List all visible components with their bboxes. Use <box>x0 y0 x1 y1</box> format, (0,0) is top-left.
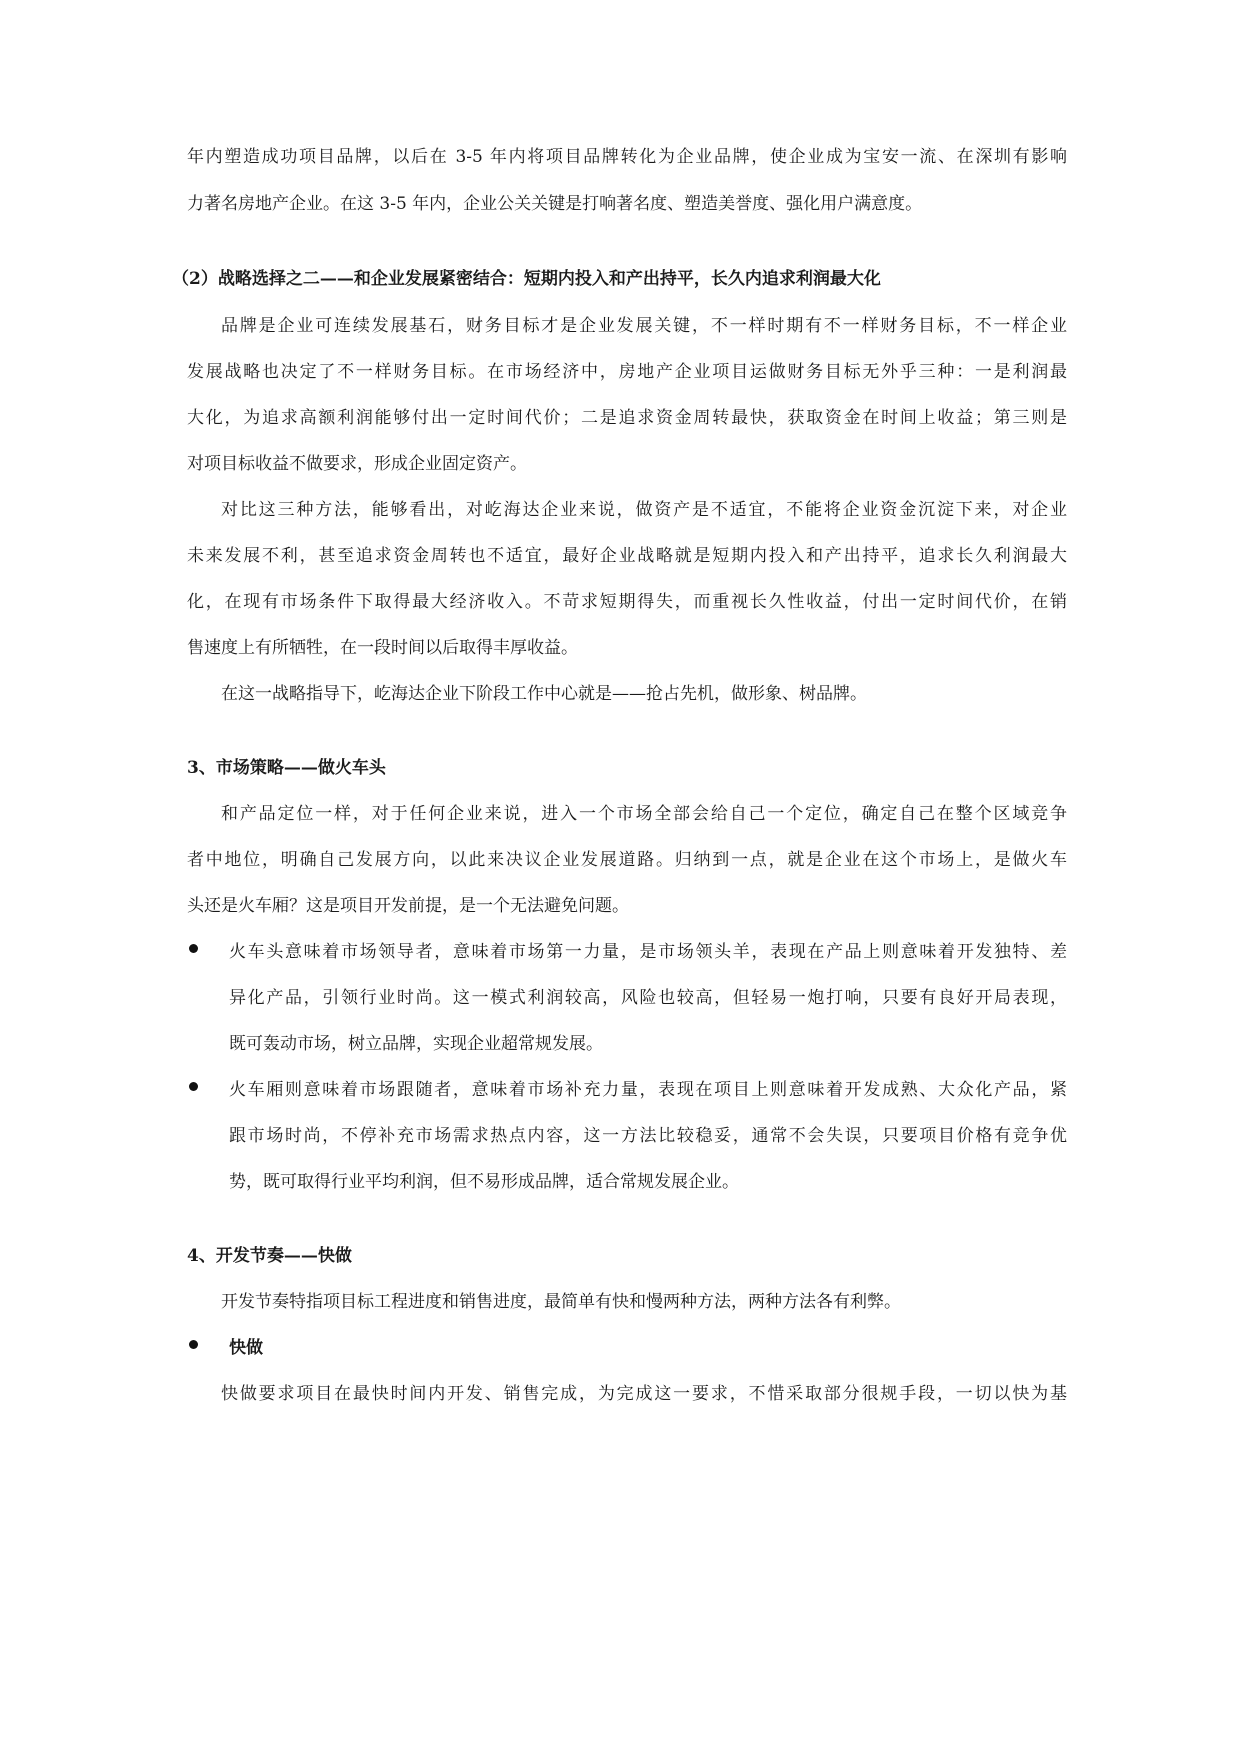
strategy2-p2-line-4: 售速度上有所牺牲，在一段时间以后取得丰厚收益。 <box>187 638 578 658</box>
section3-heading: 3、市场策略——做火车头 <box>187 758 386 778</box>
bullet-dot-2 <box>189 1082 198 1091</box>
bullet2-line-2: 跟市场时尚，不停补充市场需求热点内容，这一方法比较稳妥，通常不会失误，只要项目价格有竞争优 <box>229 1126 1067 1146</box>
section4-bullet-heading: 快做 <box>229 1338 263 1358</box>
section3-p1-line-1: 和产品定位一样，对于任何企业来说，进入一个市场全部会给自己一个定位，确定自己在整个区域竞争 <box>221 804 1067 824</box>
strategy2-p2-line-1: 对比这三种方法，能够看出，对屹海达企业来说，做资产是不适宜，不能将企业资金沉淀下来，对企业 <box>221 500 1067 520</box>
bullet-dot-1 <box>189 944 198 953</box>
intro-line-2: 力著名房地产企业。在这 3-5 年内，企业公关关键是打响著名度、塑造美誉度、强化用户满意度。 <box>187 194 923 214</box>
section3-p1-line-3: 头还是火车厢？这是项目开发前提，是一个无法避免问题。 <box>187 896 629 916</box>
bullet2-line-1: 火车厢则意味着市场跟随者，意味着市场补充力量，表现在项目上则意味着开发成熟、大众化产品，紧 <box>229 1080 1067 1100</box>
section3-p1-line-2: 者中地位，明确自己发展方向，以此来决议企业发展道路。归纳到一点，就是企业在这个市场上，是做火车 <box>187 850 1067 870</box>
section4-heading: 4、开发节奏——快做 <box>187 1246 352 1266</box>
strategy2-p2-line-2: 未来发展不利，甚至追求资金周转也不适宜，最好企业战略就是短期内投入和产出持平，追求长久利润最大 <box>187 546 1067 566</box>
strategy2-p1-line-1: 品牌是企业可连续发展基石，财务目标才是企业发展关键，不一样时期有不一样财务目标，不一样企业 <box>221 316 1067 336</box>
bullet1-line-3: 既可轰动市场，树立品牌，实现企业超常规发展。 <box>229 1034 603 1054</box>
strategy2-p3: 在这一战略指导下，屹海达企业下阶段工作中心就是——抢占先机，做形象、树品牌。 <box>221 684 867 704</box>
strategy2-p2-line-3: 化，在现有市场条件下取得最大经济收入。不苛求短期得失，而重视长久性收益，付出一定时间代价，在销 <box>187 592 1067 612</box>
strategy2-p1-line-4: 对项目标收益不做要求，形成企业固定资产。 <box>187 454 527 474</box>
section4-p1: 开发节奏特指项目标工程进度和销售进度，最简单有快和慢两种方法，两种方法各有利弊。 <box>221 1292 901 1312</box>
bullet1-line-2: 异化产品，引领行业时尚。这一模式利润较高，风险也较高，但轻易一炮打响，只要有良好开局表现， <box>229 988 1067 1008</box>
bullet1-line-1: 火车头意味着市场领导者，意味着市场第一力量，是市场领头羊，表现在产品上则意味着开发独特、差 <box>229 942 1067 962</box>
bullet2-line-3: 势，既可取得行业平均利润，但不易形成品牌，适合常规发展企业。 <box>229 1172 739 1192</box>
bullet-dot-3 <box>189 1340 198 1349</box>
intro-line-1: 年内塑造成功项目品牌，以后在 3-5 年内将项目品牌转化为企业品牌，使企业成为宝安一流、在深圳有影响 <box>187 147 1067 167</box>
strategy2-p1-line-3: 大化，为追求高额利润能够付出一定时间代价；二是追求资金周转最快，获取资金在时间上收益；第三则是 <box>187 408 1067 428</box>
strategy2-heading: （2）战略选择之二——和企业发展紧密结合：短期内投入和产出持平，长久内追求利润最大化 <box>172 269 881 289</box>
strategy2-p1-line-2: 发展战略也决定了不一样财务目标。在市场经济中，房地产企业项目运做财务目标无外乎三种：一是利润最 <box>187 362 1067 382</box>
section4-p2: 快做要求项目在最快时间内开发、销售完成，为完成这一要求，不惜采取部分很规手段，一切以快为基 <box>221 1384 1067 1404</box>
